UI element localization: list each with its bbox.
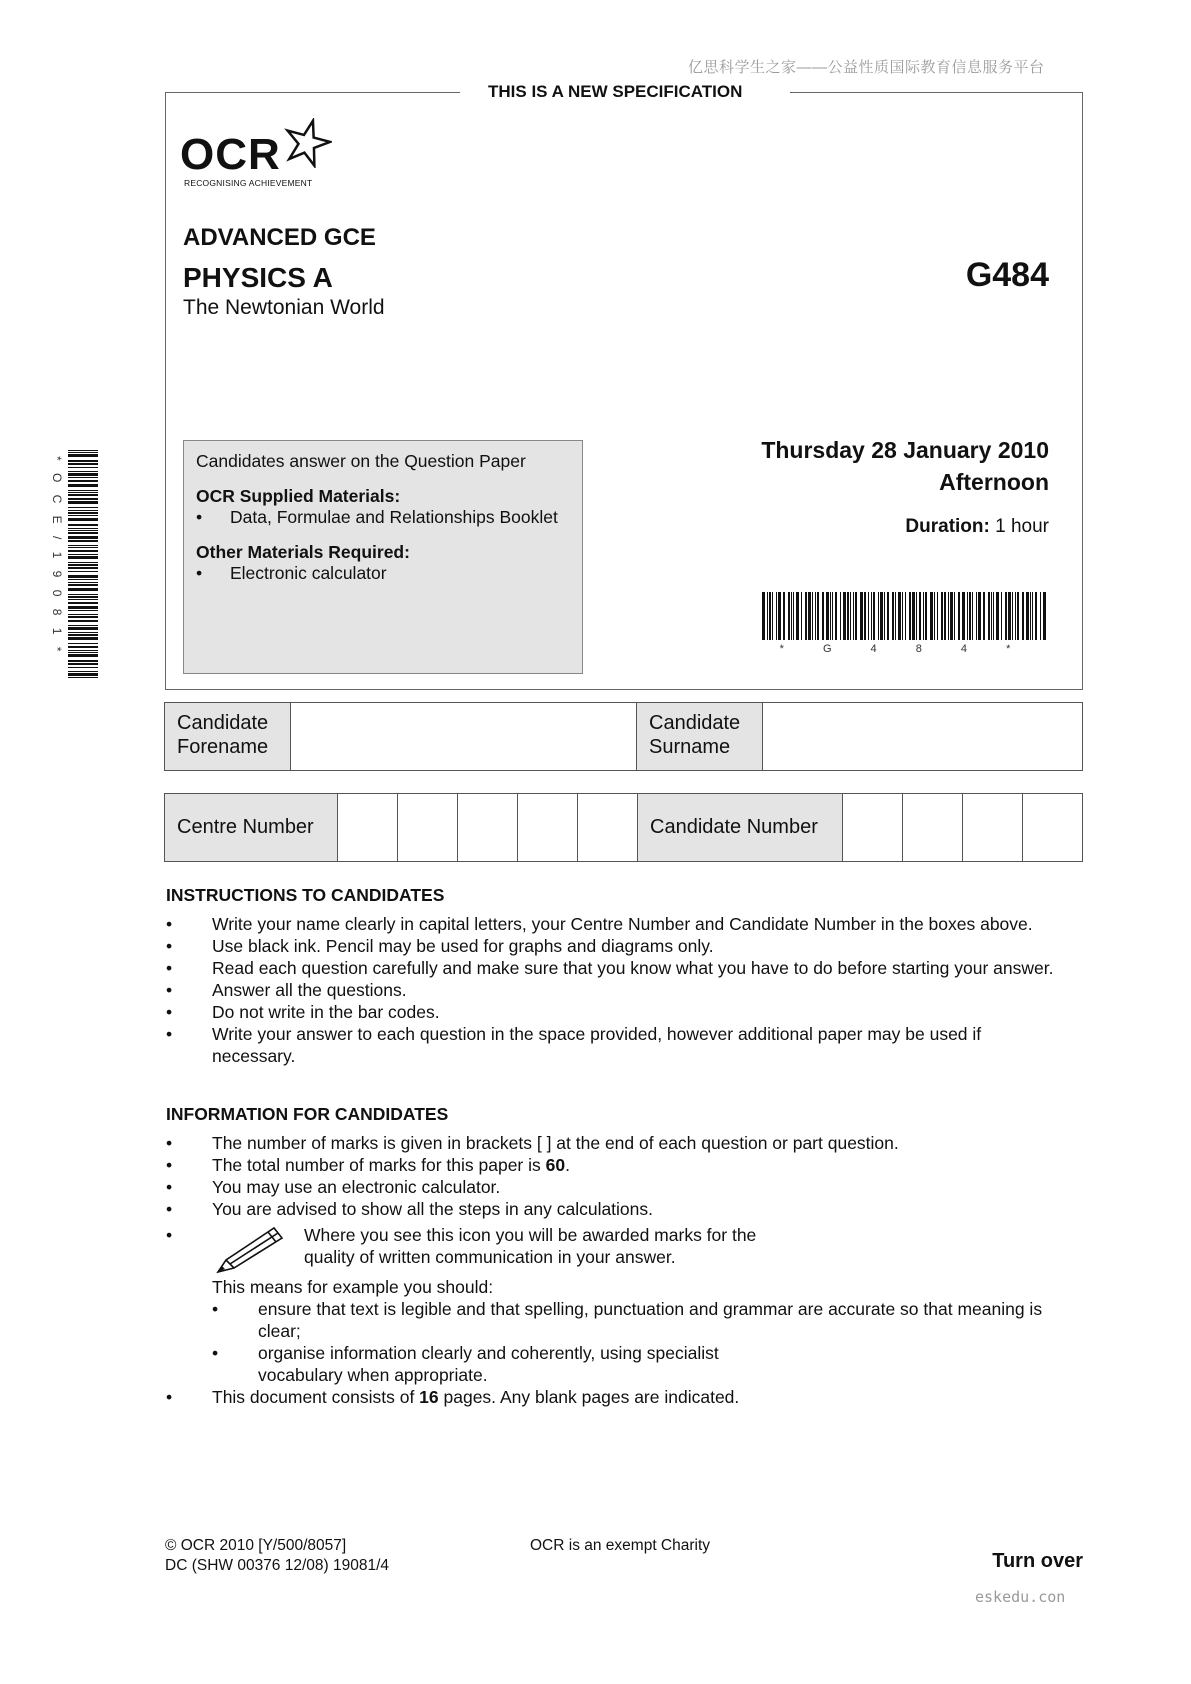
barcode-bar — [68, 492, 98, 493]
barcode-bar — [880, 592, 883, 640]
barcode-bar — [68, 477, 98, 478]
barcode-bar — [68, 663, 98, 665]
barcode-bar — [68, 650, 98, 651]
barcode-bar — [832, 592, 833, 640]
barcode-bar — [892, 592, 894, 640]
barcode-bar — [68, 507, 98, 508]
list-item: • Do not write in the bar codes. — [166, 1002, 440, 1022]
barcode-bar — [68, 536, 98, 539]
information-heading: INFORMATION FOR CANDIDATES — [166, 1104, 449, 1124]
barcode-bar — [1040, 592, 1041, 640]
barcode-bar — [895, 592, 896, 640]
turn-over: Turn over — [992, 1550, 1083, 1572]
barcode-bar — [772, 592, 773, 640]
candidate-number-table — [164, 793, 1083, 862]
barcode-bar — [1012, 592, 1013, 640]
barcode-bar — [805, 592, 807, 640]
list-item: • Write your name clearly in capital letters, your Centre Number and Candidate Number in the boxes above. — [166, 914, 1033, 934]
exam-session: Afternoon — [939, 469, 1049, 495]
barcode-bar — [68, 599, 98, 600]
barcode-bar — [68, 594, 98, 595]
barcode-bar — [835, 592, 837, 640]
answer-note: Candidates answer on the Question Paper — [196, 451, 526, 471]
barcode-bar — [778, 592, 781, 640]
barcode-bar — [937, 592, 938, 640]
barcode-bar — [68, 460, 98, 462]
ocr-logo-text: OCR — [180, 130, 281, 179]
barcode-bar — [68, 582, 98, 583]
barcode-bar — [767, 592, 768, 640]
centre-number-label: Centre Number — [165, 794, 338, 861]
barcode-bar — [68, 510, 98, 511]
barcode-bar — [68, 540, 98, 542]
sub-list-item: • organise information clearly and coherently, using specialist vocabulary when appropriate. — [212, 1343, 719, 1385]
barcode-bar — [1035, 592, 1037, 640]
barcode-bar — [978, 592, 981, 640]
unit-code: G484 — [965, 256, 1049, 294]
barcode-bar — [68, 634, 98, 636]
barcode-bar — [871, 592, 872, 640]
barcode-vertical — [48, 450, 100, 680]
list-item: • You may use an electronic calculator. — [166, 1177, 501, 1197]
barcode-bar — [934, 592, 935, 640]
barcode-bar — [944, 592, 946, 640]
barcode-bar — [68, 512, 98, 514]
barcode-bar — [68, 632, 98, 633]
barcode-bar — [912, 592, 915, 640]
barcode-bar — [68, 575, 98, 578]
logo-tagline: RECOGNISING ACHIEVEMENT — [184, 178, 313, 188]
candidate-name-table — [164, 702, 1083, 771]
barcode-bar — [988, 592, 990, 640]
barcode-bar — [68, 567, 98, 569]
centre-number-box[interactable] — [578, 794, 638, 861]
barcode-bar — [996, 592, 999, 640]
barcode-bar — [68, 450, 98, 451]
supplied-heading: OCR Supplied Materials: — [196, 486, 401, 506]
information-list — [166, 1132, 1096, 1408]
barcode-bar — [68, 637, 98, 640]
barcode-bar — [1015, 592, 1016, 640]
barcode-bar — [68, 562, 98, 563]
surname-label: Candidate Surname — [637, 703, 763, 770]
barcode-bar — [972, 592, 973, 640]
barcode-bar — [1030, 592, 1031, 640]
barcode-bar — [796, 592, 799, 640]
barcode-bar — [1001, 592, 1002, 640]
list-item: • Use black ink. Pencil may be used for graphs and diagrams only. — [166, 936, 714, 956]
barcode-bar — [788, 592, 790, 640]
barcode-bar — [68, 627, 98, 630]
barcode-bar — [769, 592, 771, 640]
exam-duration — [905, 516, 1049, 538]
barcode-bar — [68, 606, 98, 609]
barcode-bar — [68, 588, 98, 591]
list-item: • Write your answer to each question in the space provided, however additional paper may be used if necessary. — [166, 1024, 982, 1066]
barcode-bar — [68, 528, 98, 529]
barcode-bar — [68, 579, 98, 580]
barcode-bar — [993, 592, 994, 640]
barcode-bar — [68, 494, 98, 496]
barcode-bar — [855, 592, 857, 640]
barcode-bar — [991, 592, 992, 640]
qwc-line-1: Where you see this icon you will be awarded marks for the — [304, 1225, 757, 1245]
footer-ref: DC (SHW 00376 12/08) 19081/4 — [165, 1557, 390, 1574]
barcode-bar — [868, 592, 869, 640]
barcode-bar — [822, 592, 824, 640]
barcode-bar — [902, 592, 903, 640]
barcode-bar — [860, 592, 863, 640]
barcode-bar — [68, 614, 98, 615]
centre-number-box[interactable] — [458, 794, 518, 861]
materials-box — [183, 440, 583, 674]
other-heading: Other Materials Required: — [196, 542, 410, 562]
barcode-bar — [68, 498, 98, 500]
barcode-bar — [847, 592, 849, 640]
barcode-bar — [969, 592, 971, 640]
barcode-bar — [884, 592, 885, 640]
list-item: • The number of marks is given in brackets [ ] at the end of each question or part question. — [166, 1133, 899, 1153]
duration-value: 1 hour — [995, 516, 1049, 537]
pencil-icon — [212, 1224, 302, 1276]
barcode-bar — [68, 610, 98, 611]
supplied-item: • Data, Formulae and Relationships Booklet — [196, 507, 558, 527]
barcode-bar — [793, 592, 794, 640]
barcode-bar — [68, 652, 98, 653]
star-icon — [282, 118, 332, 168]
barcode-bar — [68, 620, 98, 622]
barcode-bar — [958, 592, 960, 640]
barcode-bar — [68, 532, 98, 534]
barcode-bar — [930, 592, 933, 640]
candidate-number-label: Candidate Number — [638, 794, 843, 861]
barcode-bar — [925, 592, 927, 640]
other-item: • Electronic calculator — [196, 563, 387, 583]
watermark-top: 亿思科学生之家——公益性质国际教育信息服务平台 — [688, 59, 1045, 76]
barcode-bar — [1022, 592, 1024, 640]
candidate-number-box[interactable] — [963, 794, 1023, 861]
footer-charity: OCR is an exempt Charity — [530, 1537, 711, 1554]
barcode-bar — [68, 547, 98, 548]
barcode-bar — [840, 592, 841, 640]
barcode-bar — [68, 602, 98, 604]
barcode-bar — [941, 592, 943, 640]
list-item: • This document consists of 16 pages. Any blank pages are indicated. — [166, 1387, 740, 1407]
watermark-bottom: eskedu.con — [975, 1588, 1066, 1606]
centre-number-box[interactable] — [398, 794, 458, 861]
barcode-bar — [68, 554, 98, 555]
barcode-bar — [68, 616, 98, 618]
centre-number-box[interactable] — [338, 794, 398, 861]
barcode-bar — [68, 584, 98, 586]
barcode-bar — [68, 524, 98, 526]
barcode-bar — [1017, 592, 1019, 640]
barcode-bar — [898, 592, 901, 640]
barcode-bar — [783, 592, 785, 640]
barcode-horizontal-text: * G 4 8 4 * — [779, 643, 1029, 654]
footer-copyright: © OCR 2010 [Y/500/8057] — [165, 1537, 347, 1554]
barcode-bar — [873, 592, 875, 640]
list-item: • You are advised to show all the steps in any calculations. — [166, 1199, 654, 1219]
barcode-bar — [976, 592, 977, 640]
barcode-bar — [983, 592, 985, 640]
barcode-bar — [68, 643, 98, 644]
spec-label: THIS IS A NEW SPECIFICATION — [488, 82, 743, 101]
barcode-bar — [68, 550, 98, 552]
barcode-bar — [68, 454, 98, 457]
page-count: 16 — [419, 1387, 439, 1407]
barcode-bar — [1008, 592, 1011, 640]
forename-input[interactable] — [291, 703, 637, 770]
barcode-bar — [68, 545, 98, 546]
barcode-bar — [68, 518, 98, 521]
barcode-bar — [878, 592, 879, 640]
barcode-bar — [776, 592, 777, 640]
barcode-bar — [68, 467, 98, 468]
total-marks: 60 — [545, 1155, 566, 1175]
barcode-bar — [68, 596, 98, 598]
barcode-bar — [954, 592, 955, 640]
barcode-bar — [923, 592, 924, 640]
barcode-bar — [812, 592, 813, 640]
barcode-horizontal — [762, 592, 1046, 654]
barcode-bar — [68, 463, 98, 465]
barcode-bar — [1026, 592, 1029, 640]
barcode-bar — [68, 667, 98, 668]
barcode-bar — [68, 660, 98, 662]
barcode-bar — [1043, 592, 1046, 640]
exam-date: Thursday 28 January 2010 — [761, 437, 1049, 463]
barcode-bar — [791, 592, 792, 640]
list-item: • Read each question carefully and make sure that you know what you have to do before starting your answer. — [166, 958, 1054, 978]
qwc-line-2: quality of written communication in your answer. — [304, 1247, 676, 1267]
barcode-bar — [887, 592, 889, 640]
candidate-number-box[interactable] — [1023, 794, 1082, 861]
barcode-bar — [826, 592, 829, 640]
barcode-bar — [853, 592, 854, 640]
list-item: • The total number of marks for this paper is 60. — [166, 1155, 570, 1175]
barcode-bar — [68, 473, 98, 476]
candidate-number-box[interactable] — [843, 794, 903, 861]
barcode-bar — [68, 564, 98, 566]
barcode-bar — [962, 592, 965, 640]
instructions-list — [166, 913, 1096, 1067]
barcode-bar — [68, 484, 98, 487]
barcode-bar — [808, 592, 811, 640]
barcode-bar — [815, 592, 816, 640]
list-item: • Where you see this icon you will be awarded marks for the quality of written communication in your answer. — [166, 1224, 1096, 1276]
barcode-bar — [762, 592, 765, 640]
duration-label: Duration: — [905, 516, 990, 537]
barcode-bar — [850, 592, 851, 640]
barcode-bar — [68, 501, 98, 504]
candidate-number-box[interactable] — [903, 794, 963, 861]
barcode-bar — [68, 471, 98, 472]
barcode-bar — [68, 571, 98, 572]
barcode-bar — [967, 592, 968, 640]
barcode-bar — [68, 556, 98, 559]
barcode-bar — [68, 677, 98, 678]
barcode-bar — [68, 646, 98, 648]
barcode-vertical-text: * O C E / 1 9 0 8 1 * — [50, 456, 64, 656]
barcode-bar — [1005, 592, 1007, 640]
subject-title: PHYSICS A — [183, 262, 333, 293]
barcode-bar — [950, 592, 953, 640]
list-item: • Answer all the questions. — [166, 980, 407, 1000]
barcode-bar — [801, 592, 802, 640]
barcode-bar — [1032, 592, 1033, 640]
surname-input[interactable] — [763, 703, 1082, 770]
barcode-bar — [843, 592, 846, 640]
barcode-bar — [948, 592, 949, 640]
barcode-bar — [68, 480, 98, 482]
barcode-bar — [68, 654, 98, 657]
barcode-bar — [817, 592, 819, 640]
barcode-bar — [68, 673, 98, 676]
list-item: This means for example you should: — [212, 1277, 494, 1297]
unit-title: The Newtonian World — [183, 296, 385, 319]
barcode-bar — [830, 592, 831, 640]
barcode-bar — [916, 592, 917, 640]
barcode-bar — [905, 592, 906, 640]
qualification: ADVANCED GCE — [183, 224, 376, 251]
sub-list-item: • ensure that text is legible and that spelling, punctuation and grammar are accurate so that meaning is clear; — [212, 1299, 1043, 1341]
forename-label: Candidate Forename — [165, 703, 291, 770]
ocr-logo — [180, 130, 281, 180]
barcode-bar — [68, 515, 98, 516]
barcode-bar — [68, 625, 98, 626]
centre-number-box[interactable] — [518, 794, 578, 861]
barcode-bar — [68, 671, 98, 672]
barcode-bar — [919, 592, 921, 640]
instructions-heading: INSTRUCTIONS TO CANDIDATES — [166, 885, 445, 905]
barcode-bar — [864, 592, 866, 640]
barcode-bar — [68, 490, 98, 491]
barcode-bar — [909, 592, 911, 640]
barcode-bar — [68, 530, 98, 531]
barcode-bar — [68, 452, 98, 453]
